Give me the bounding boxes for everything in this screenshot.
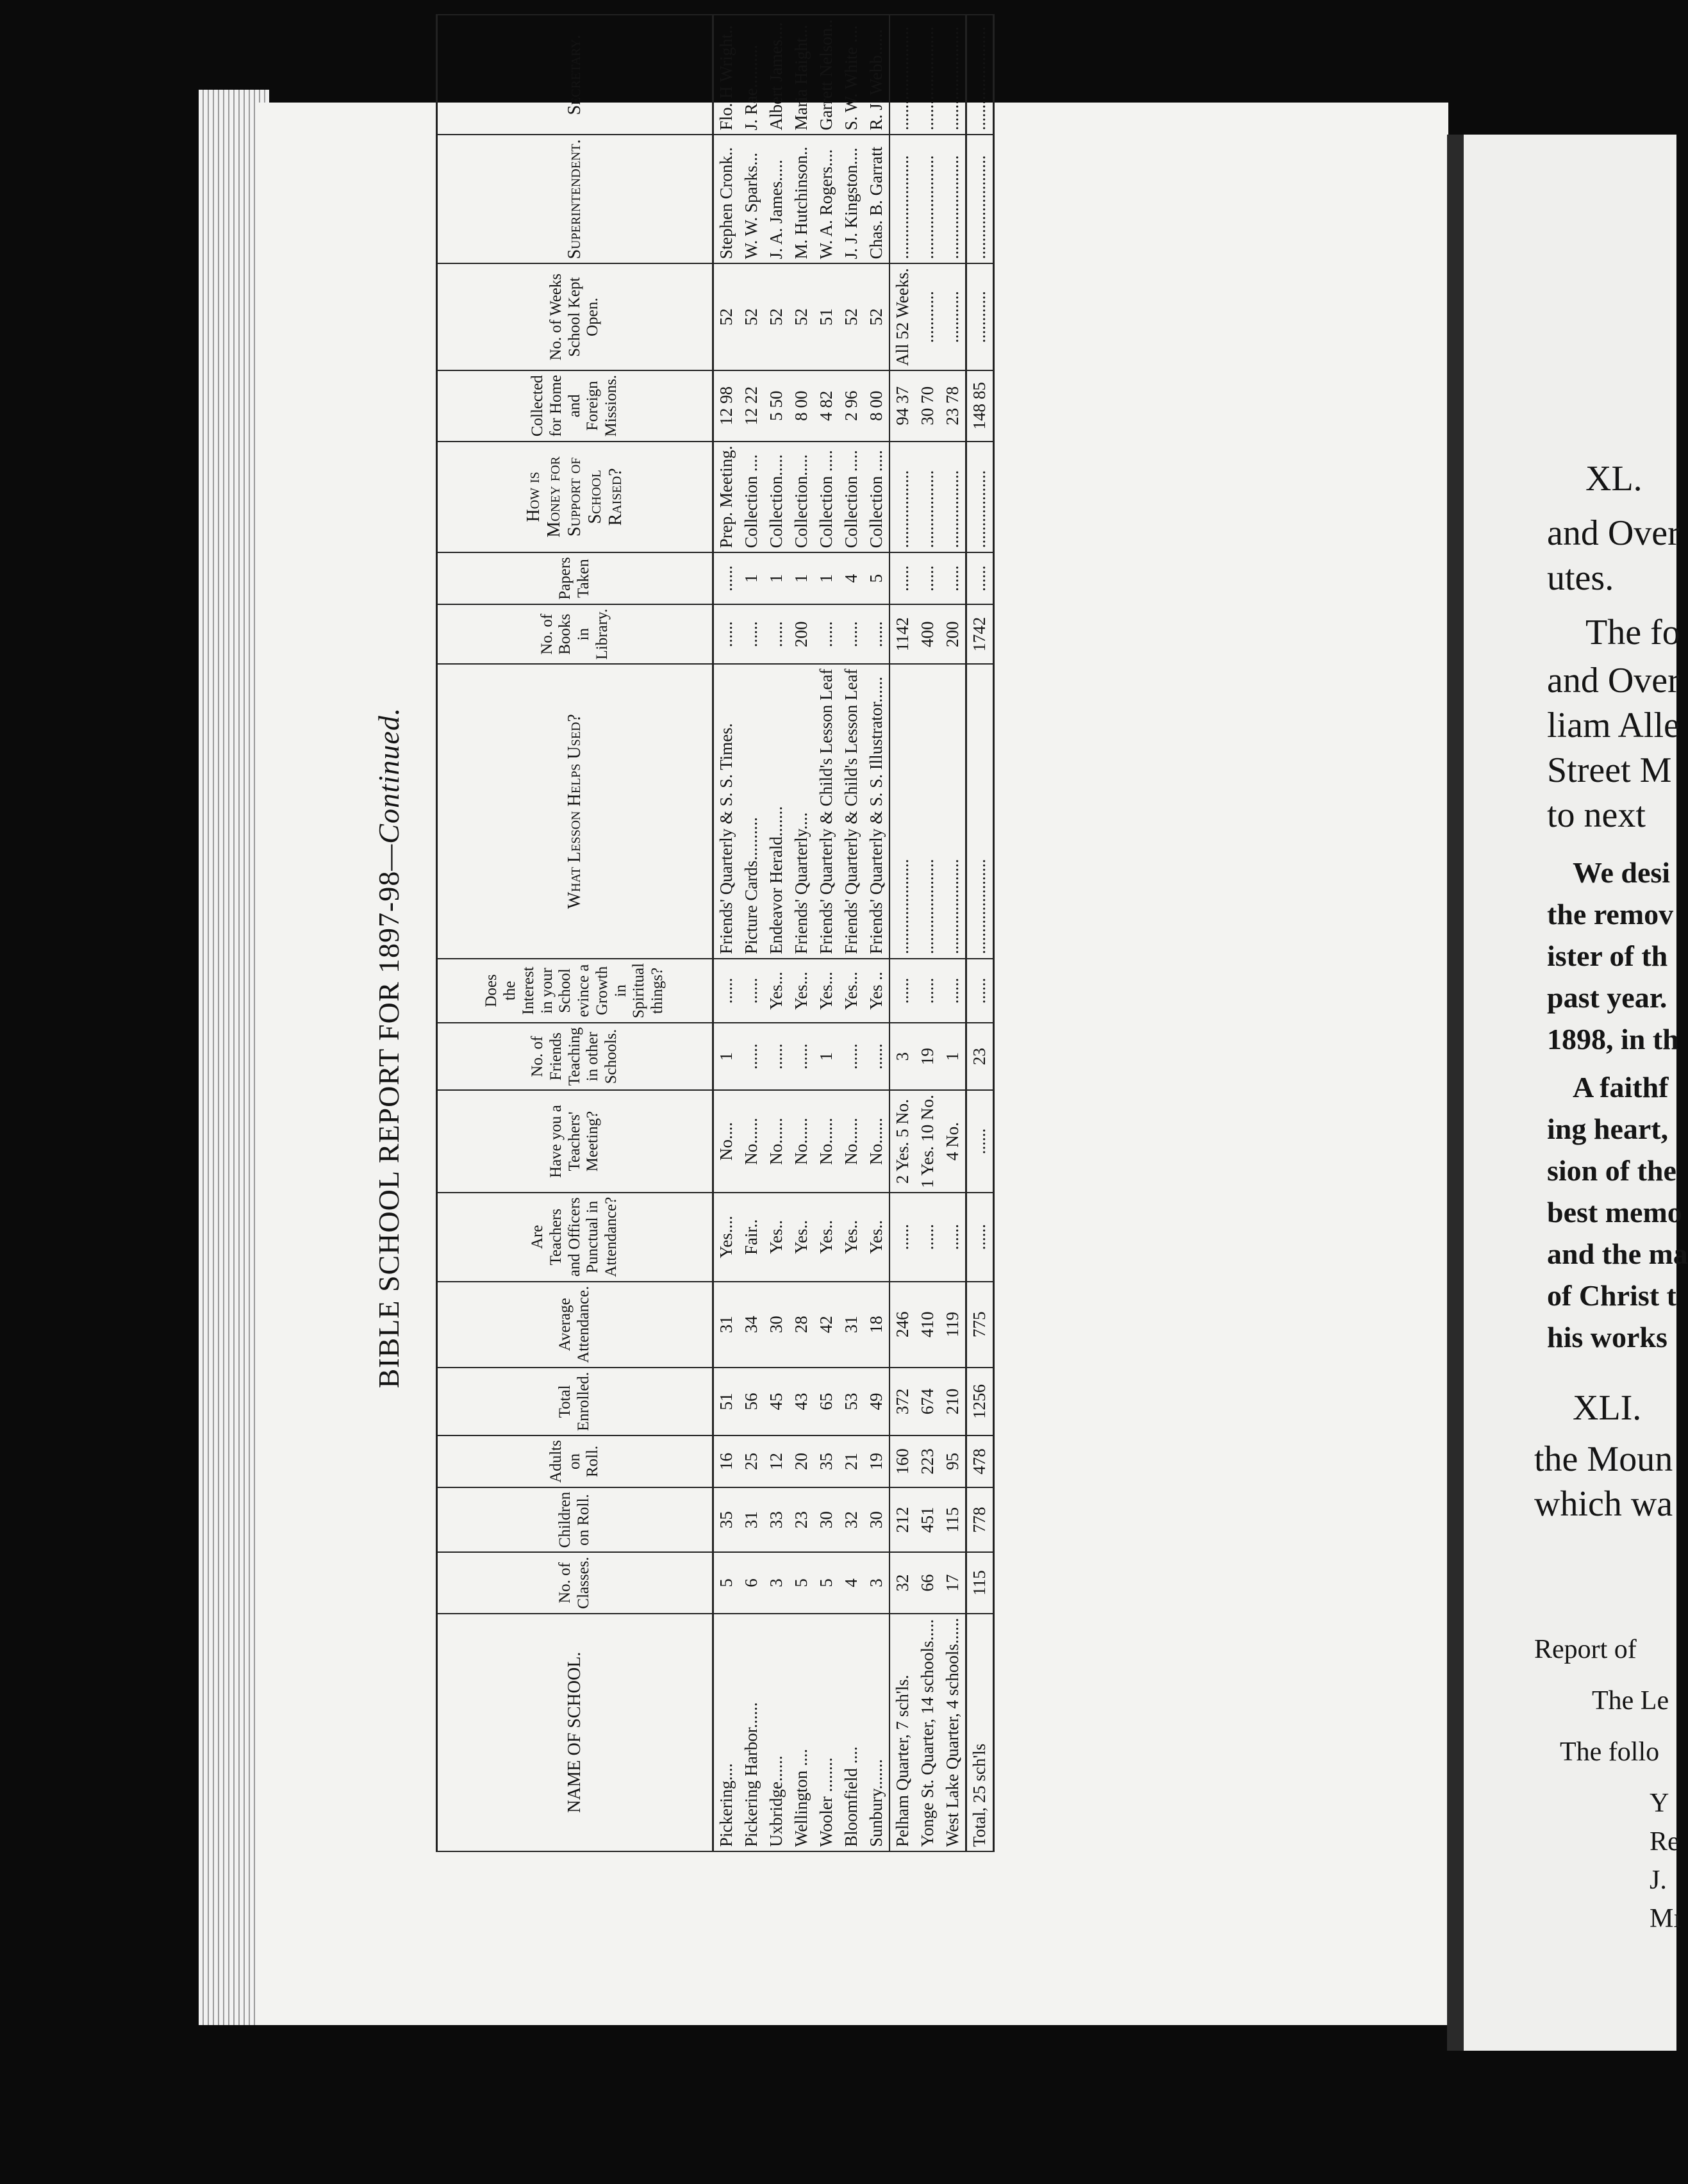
cell-weeks: 52 — [864, 263, 890, 370]
right-page-line: J. — [1650, 1866, 1667, 1895]
cell-adults: 19 — [864, 1435, 890, 1487]
cell-collected: 94 37 — [890, 370, 915, 442]
cell-money: Prep. Meeting. — [713, 442, 740, 553]
cell-children: 32 — [839, 1487, 864, 1553]
table-title-text: BIBLE SCHOOL REPORT FOR 1897-98 — [372, 870, 405, 1389]
cell-adults: 223 — [915, 1435, 940, 1487]
header-spiritual-growth: Does the Interest in your School evince a Growth in Spiritual things? — [437, 959, 713, 1023]
cell-avg: 31 — [713, 1282, 740, 1368]
right-page-line: The Le — [1592, 1686, 1669, 1716]
cell-total: 65 — [814, 1368, 839, 1435]
cell-books: ...... — [764, 604, 789, 665]
cell-weeks: ............ — [940, 263, 966, 370]
cell-growth: ...... — [739, 959, 764, 1023]
cell-meeting: No...... — [839, 1090, 864, 1193]
cell-books: ...... — [713, 604, 740, 665]
right-page-line: Report of — [1534, 1635, 1637, 1664]
header-books-in-library: No. of Books in Library. — [437, 604, 713, 665]
cell-collected: 148 85 — [966, 370, 993, 442]
cell-secretary: R. J. Webb...... — [864, 15, 890, 135]
cell-friends: ...... — [789, 1023, 814, 1090]
cell-friends: ...... — [839, 1023, 864, 1090]
cell-helps: Friends' Quarterly & Child's Lesson Leaf — [839, 665, 864, 959]
table-title — [372, 231, 406, 1865]
cell-secretary: Garrett Nelson.. — [814, 15, 839, 135]
cell-total: 56 — [739, 1368, 764, 1435]
book-gutter — [1447, 135, 1464, 2051]
cell-friends: 19 — [915, 1023, 940, 1090]
cell-meeting: No...... — [764, 1090, 789, 1193]
cell-adults: 35 — [814, 1435, 839, 1487]
header-children: Children on Roll. — [437, 1487, 713, 1553]
cell-classes: 5 — [713, 1552, 740, 1613]
cell-meeting: 1 Yes. 10 No. — [915, 1090, 940, 1193]
header-papers-taken: Papers Taken — [437, 552, 713, 604]
cell-growth: Yes .. — [864, 959, 890, 1023]
cell-books: ...... — [814, 604, 839, 665]
cell-weeks: 52 — [839, 263, 864, 370]
cell-collected: 8 00 — [789, 370, 814, 442]
cell-helps: Friends' Quarterly & S. S. Times. — [713, 665, 740, 959]
cell-money: Collection ..... — [864, 442, 890, 553]
cell-superintendent: J. A. James..... — [764, 135, 789, 263]
cell-secretary: ........................ — [966, 15, 993, 135]
right-page-line: Mı — [1650, 1904, 1682, 1933]
cell-avg: 31 — [839, 1282, 864, 1368]
cell-helps: Friends' Quarterly & Child's Lesson Leaf — [814, 665, 839, 959]
cell-money: Collection ..... — [839, 442, 864, 553]
cell-classes: 17 — [940, 1552, 966, 1613]
cell-punctual: ...... — [966, 1193, 993, 1282]
header-superintendent: Superintendent. — [437, 135, 713, 263]
right-page-line: The fo — [1585, 613, 1680, 652]
table-row — [814, 15, 839, 1851]
cell-friends: ...... — [739, 1023, 764, 1090]
cell-children: 33 — [764, 1487, 789, 1553]
cell-helps: Friends' Quarterly & S. S. Illustrator...... — [864, 665, 890, 959]
cell-collected: 5 50 — [764, 370, 789, 442]
header-money-raised: How is Money for Support of School Raised? — [437, 442, 713, 553]
cell-meeting: 2 Yes. 5 No. — [890, 1090, 915, 1193]
cell-name: Pelham Quarter, 7 sch'ls. — [890, 1614, 915, 1851]
cell-total: 210 — [940, 1368, 966, 1435]
cell-avg: 18 — [864, 1282, 890, 1368]
cell-friends: 1 — [814, 1023, 839, 1090]
cell-friends: 23 — [966, 1023, 993, 1090]
cell-collected: 23 78 — [940, 370, 966, 442]
header-punctual: Are Teachers and Officers Punctual in Attendance? — [437, 1193, 713, 1282]
cell-name: Yonge St. Quarter, 14 schools..... — [915, 1614, 940, 1851]
cell-weeks: All 52 Weeks. — [890, 263, 915, 370]
cell-books: ...... — [739, 604, 764, 665]
cell-weeks: 51 — [814, 263, 839, 370]
cell-adults: 20 — [789, 1435, 814, 1487]
cell-superintendent: M. Hutchinson.. — [789, 135, 814, 263]
cell-collected: 12 98 — [713, 370, 740, 442]
right-page-line: and Over — [1547, 513, 1680, 553]
cell-children: 35 — [713, 1487, 740, 1553]
cell-books: ...... — [864, 604, 890, 665]
right-page-line: ister of th — [1547, 939, 1668, 972]
cell-money: Collection .... — [739, 442, 764, 553]
cell-books: 1742 — [966, 604, 993, 665]
header-weeks-open: No. of Weeks School Kept Open. — [437, 263, 713, 370]
cell-meeting: ...... — [966, 1090, 993, 1193]
cell-secretary: S. W. White .... — [839, 15, 864, 135]
header-name-of-school: NAME OF SCHOOL. — [437, 1614, 713, 1851]
cell-growth: Yes... — [814, 959, 839, 1023]
cell-books: 400 — [915, 604, 940, 665]
cell-secretary: Maria Haight... — [789, 15, 814, 135]
cell-money: Collection..... — [764, 442, 789, 553]
cell-weeks: ............ — [915, 263, 940, 370]
cell-classes: 3 — [764, 1552, 789, 1613]
cell-children: 31 — [739, 1487, 764, 1553]
cell-children: 30 — [814, 1487, 839, 1553]
right-page-line: We desi — [1573, 856, 1671, 889]
cell-helps: ...................... — [940, 665, 966, 959]
cell-punctual: Fair.. — [739, 1193, 764, 1282]
cell-adults: 478 — [966, 1435, 993, 1487]
table-row — [890, 15, 915, 1851]
cell-total: 51 — [713, 1368, 740, 1435]
right-page-line: and Over — [1547, 661, 1680, 700]
cell-total: 674 — [915, 1368, 940, 1435]
cell-helps: ...................... — [966, 665, 993, 959]
cell-friends: ...... — [864, 1023, 890, 1090]
right-page-line: ing heart, — [1547, 1113, 1669, 1145]
cell-children: 23 — [789, 1487, 814, 1553]
cell-classes: 32 — [890, 1552, 915, 1613]
table-row — [864, 15, 890, 1851]
cell-papers: 4 — [839, 552, 864, 604]
cell-papers: 1 — [814, 552, 839, 604]
cell-avg: 42 — [814, 1282, 839, 1368]
cell-children: 451 — [915, 1487, 940, 1553]
cell-meeting: No...... — [789, 1090, 814, 1193]
header-adults: Adults on Roll. — [437, 1435, 713, 1487]
cell-money: .................. — [890, 442, 915, 553]
right-page — [1464, 135, 1688, 2051]
right-page-line: Street M — [1547, 750, 1672, 790]
cell-money: Collection..... — [789, 442, 814, 553]
cell-name: West Lake Quarter, 4 schools...... — [940, 1614, 966, 1851]
cell-superintendent: ........................ — [890, 135, 915, 263]
table-total-row — [966, 15, 993, 1851]
cell-name: Wellington .... — [789, 1614, 814, 1851]
cell-total: 49 — [864, 1368, 890, 1435]
cell-superintendent: ........................ — [940, 135, 966, 263]
cell-name: Bloomfield .... — [839, 1614, 864, 1851]
cell-secretary: ........................ — [915, 15, 940, 135]
cell-secretary: ........................ — [940, 15, 966, 135]
cell-avg: 30 — [764, 1282, 789, 1368]
cell-children: 778 — [966, 1487, 993, 1553]
cell-collected: 8 00 — [864, 370, 890, 442]
right-page-line: the Moun — [1534, 1439, 1673, 1479]
cell-superintendent: Stephen Cronk.. — [713, 135, 740, 263]
cell-papers: 1 — [789, 552, 814, 604]
right-page-line: his works — [1547, 1321, 1667, 1353]
cell-papers: 1 — [764, 552, 789, 604]
header-classes: No. of Classes. — [437, 1552, 713, 1613]
table-row — [915, 15, 940, 1851]
cell-money: .................. — [940, 442, 966, 553]
table-row — [764, 15, 789, 1851]
cell-adults: 160 — [890, 1435, 915, 1487]
table-title-suffix: —Continued. — [372, 707, 405, 871]
cell-classes: 6 — [739, 1552, 764, 1613]
cell-growth: ...... — [940, 959, 966, 1023]
cell-helps: ...................... — [915, 665, 940, 959]
cell-secretary: ........................ — [890, 15, 915, 135]
cell-growth: Yes... — [839, 959, 864, 1023]
right-page-line: of Christ t — [1547, 1279, 1676, 1312]
cell-friends: ...... — [764, 1023, 789, 1090]
cell-meeting: 4 No. — [940, 1090, 966, 1193]
cell-collected: 4 82 — [814, 370, 839, 442]
cell-weeks: 52 — [789, 263, 814, 370]
cell-books: 200 — [789, 604, 814, 665]
cell-papers: 1 — [739, 552, 764, 604]
cell-money: Collection ..... — [814, 442, 839, 553]
right-page-line: utes. — [1547, 558, 1614, 598]
cell-books: 1142 — [890, 604, 915, 665]
right-page-line: Y — [1650, 1789, 1669, 1818]
cell-classes: 5 — [814, 1552, 839, 1613]
cell-adults: 95 — [940, 1435, 966, 1487]
cell-superintendent: W. W. Sparks... — [739, 135, 764, 263]
cell-papers: 5 — [864, 552, 890, 604]
cell-adults: 25 — [739, 1435, 764, 1487]
right-page-line: Re — [1650, 1827, 1680, 1857]
table-row — [713, 15, 740, 1851]
cell-money: .................. — [915, 442, 940, 553]
cell-collected: 30 70 — [915, 370, 940, 442]
cell-secretary: Albert James.... — [764, 15, 789, 135]
right-page-line: to next — [1547, 795, 1646, 835]
header-friends-teaching: No. of Friends Teaching in other Schools. — [437, 1023, 713, 1090]
right-page-line: which wa — [1534, 1484, 1673, 1524]
cell-weeks: ............ — [966, 263, 993, 370]
cell-classes: 4 — [839, 1552, 864, 1613]
cell-papers: ...... — [713, 552, 740, 604]
cell-avg: 28 — [789, 1282, 814, 1368]
cell-children: 212 — [890, 1487, 915, 1553]
cell-books: 200 — [940, 604, 966, 665]
cell-punctual: Yes.. — [764, 1193, 789, 1282]
header-total-enrolled: Total Enrolled. — [437, 1368, 713, 1435]
cell-meeting: No...... — [739, 1090, 764, 1193]
cell-helps: Friends' Quarterly.... — [789, 665, 814, 959]
cell-superintendent: J. J. Kingston.... — [839, 135, 864, 263]
cell-secretary: Flo. H Wright.. — [713, 15, 740, 135]
cell-weeks: 52 — [713, 263, 740, 370]
cell-avg: 410 — [915, 1282, 940, 1368]
rotated-table — [359, 19, 1320, 1865]
cell-meeting: No...... — [814, 1090, 839, 1193]
cell-papers: ...... — [915, 552, 940, 604]
cell-superintendent: W. A. Rogers.... — [814, 135, 839, 263]
cell-adults: 16 — [713, 1435, 740, 1487]
cell-meeting: No.... — [713, 1090, 740, 1193]
cell-classes: 115 — [966, 1552, 993, 1613]
cell-name: Wooler ........ — [814, 1614, 839, 1851]
right-page-line: A faithf — [1573, 1071, 1669, 1104]
cell-punctual: ...... — [915, 1193, 940, 1282]
cell-adults: 21 — [839, 1435, 864, 1487]
cell-papers: ...... — [890, 552, 915, 604]
table-row — [789, 15, 814, 1851]
cell-growth: ...... — [890, 959, 915, 1023]
table-row — [739, 15, 764, 1851]
right-page-line: past year. — [1547, 981, 1667, 1014]
cell-total: 53 — [839, 1368, 864, 1435]
cell-total: 43 — [789, 1368, 814, 1435]
table-header-row — [437, 15, 713, 1851]
right-page-line: 1898, in th — [1547, 1023, 1679, 1055]
cell-secretary: J. Rae.......... — [739, 15, 764, 135]
cell-avg: 34 — [739, 1282, 764, 1368]
header-teachers-meeting: Have you a Teachers' Meeting? — [437, 1090, 713, 1193]
cell-name: Pickering.... — [713, 1614, 740, 1851]
cell-classes: 3 — [864, 1552, 890, 1613]
cell-adults: 12 — [764, 1435, 789, 1487]
cell-friends: 1 — [713, 1023, 740, 1090]
cell-growth: ...... — [713, 959, 740, 1023]
table-row — [940, 15, 966, 1851]
header-lesson-helps: What Lesson Helps Used? — [437, 665, 713, 959]
cell-punctual: ...... — [890, 1193, 915, 1282]
cell-punctual: Yes.. — [839, 1193, 864, 1282]
cell-helps: Endeavor Herald....... — [764, 665, 789, 959]
cell-name: Uxbridge...... — [764, 1614, 789, 1851]
rotated-table-area — [359, 19, 1320, 1865]
cell-punctual: Yes.. — [864, 1193, 890, 1282]
cell-children: 30 — [864, 1487, 890, 1553]
cell-punctual: ...... — [940, 1193, 966, 1282]
cell-avg: 119 — [940, 1282, 966, 1368]
cell-meeting: No...... — [864, 1090, 890, 1193]
cell-helps: ...................... — [890, 665, 915, 959]
cell-superintendent: Chas. B. Garratt — [864, 135, 890, 263]
cell-money: .................. — [966, 442, 993, 553]
header-collected: Collected for Home and Foreign Missions. — [437, 370, 713, 442]
header-secretary: Secretary. — [437, 15, 713, 135]
right-page-line: XLI. — [1573, 1388, 1642, 1428]
cell-collected: 12 22 — [739, 370, 764, 442]
cell-punctual: Yes.. — [814, 1193, 839, 1282]
right-page-line: the remov — [1547, 898, 1674, 931]
right-page-line: and the ma — [1547, 1237, 1688, 1270]
cell-classes: 5 — [789, 1552, 814, 1613]
cell-name: Sunbury....... — [864, 1614, 890, 1851]
cell-growth: ...... — [966, 959, 993, 1023]
right-page-line: best memo — [1547, 1196, 1682, 1228]
cell-total: 372 — [890, 1368, 915, 1435]
cell-punctual: Yes.. — [789, 1193, 814, 1282]
right-page-line: XL. — [1585, 459, 1642, 499]
cell-growth: Yes... — [789, 959, 814, 1023]
cell-total: 45 — [764, 1368, 789, 1435]
cell-name: Total, 25 sch'ls — [966, 1614, 993, 1851]
cell-helps: Picture Cards.......... — [739, 665, 764, 959]
cell-total: 1256 — [966, 1368, 993, 1435]
cell-friends: 3 — [890, 1023, 915, 1090]
cell-avg: 775 — [966, 1282, 993, 1368]
bible-school-report-table — [436, 14, 995, 1852]
cell-children: 115 — [940, 1487, 966, 1553]
cell-punctual: Yes.... — [713, 1193, 740, 1282]
cell-superintendent: ........................ — [966, 135, 993, 263]
cell-name: Pickering Harbor...... — [739, 1614, 764, 1851]
cell-papers: ...... — [966, 552, 993, 604]
cell-avg: 246 — [890, 1282, 915, 1368]
cell-superintendent: ........................ — [915, 135, 940, 263]
cell-classes: 66 — [915, 1552, 940, 1613]
cell-weeks: 52 — [764, 263, 789, 370]
cell-books: ...... — [839, 604, 864, 665]
right-page-line: liam Alle — [1547, 706, 1680, 745]
table-row — [839, 15, 864, 1851]
cell-growth: Yes... — [764, 959, 789, 1023]
cell-growth: ...... — [915, 959, 940, 1023]
right-page-line: The follo — [1560, 1737, 1660, 1767]
cell-friends: 1 — [940, 1023, 966, 1090]
cell-weeks: 52 — [739, 263, 764, 370]
cell-papers: ...... — [940, 552, 966, 604]
header-average-attendance: Average Attendance. — [437, 1282, 713, 1368]
cell-collected: 2 96 — [839, 370, 864, 442]
right-page-line: sion of the — [1547, 1154, 1676, 1187]
